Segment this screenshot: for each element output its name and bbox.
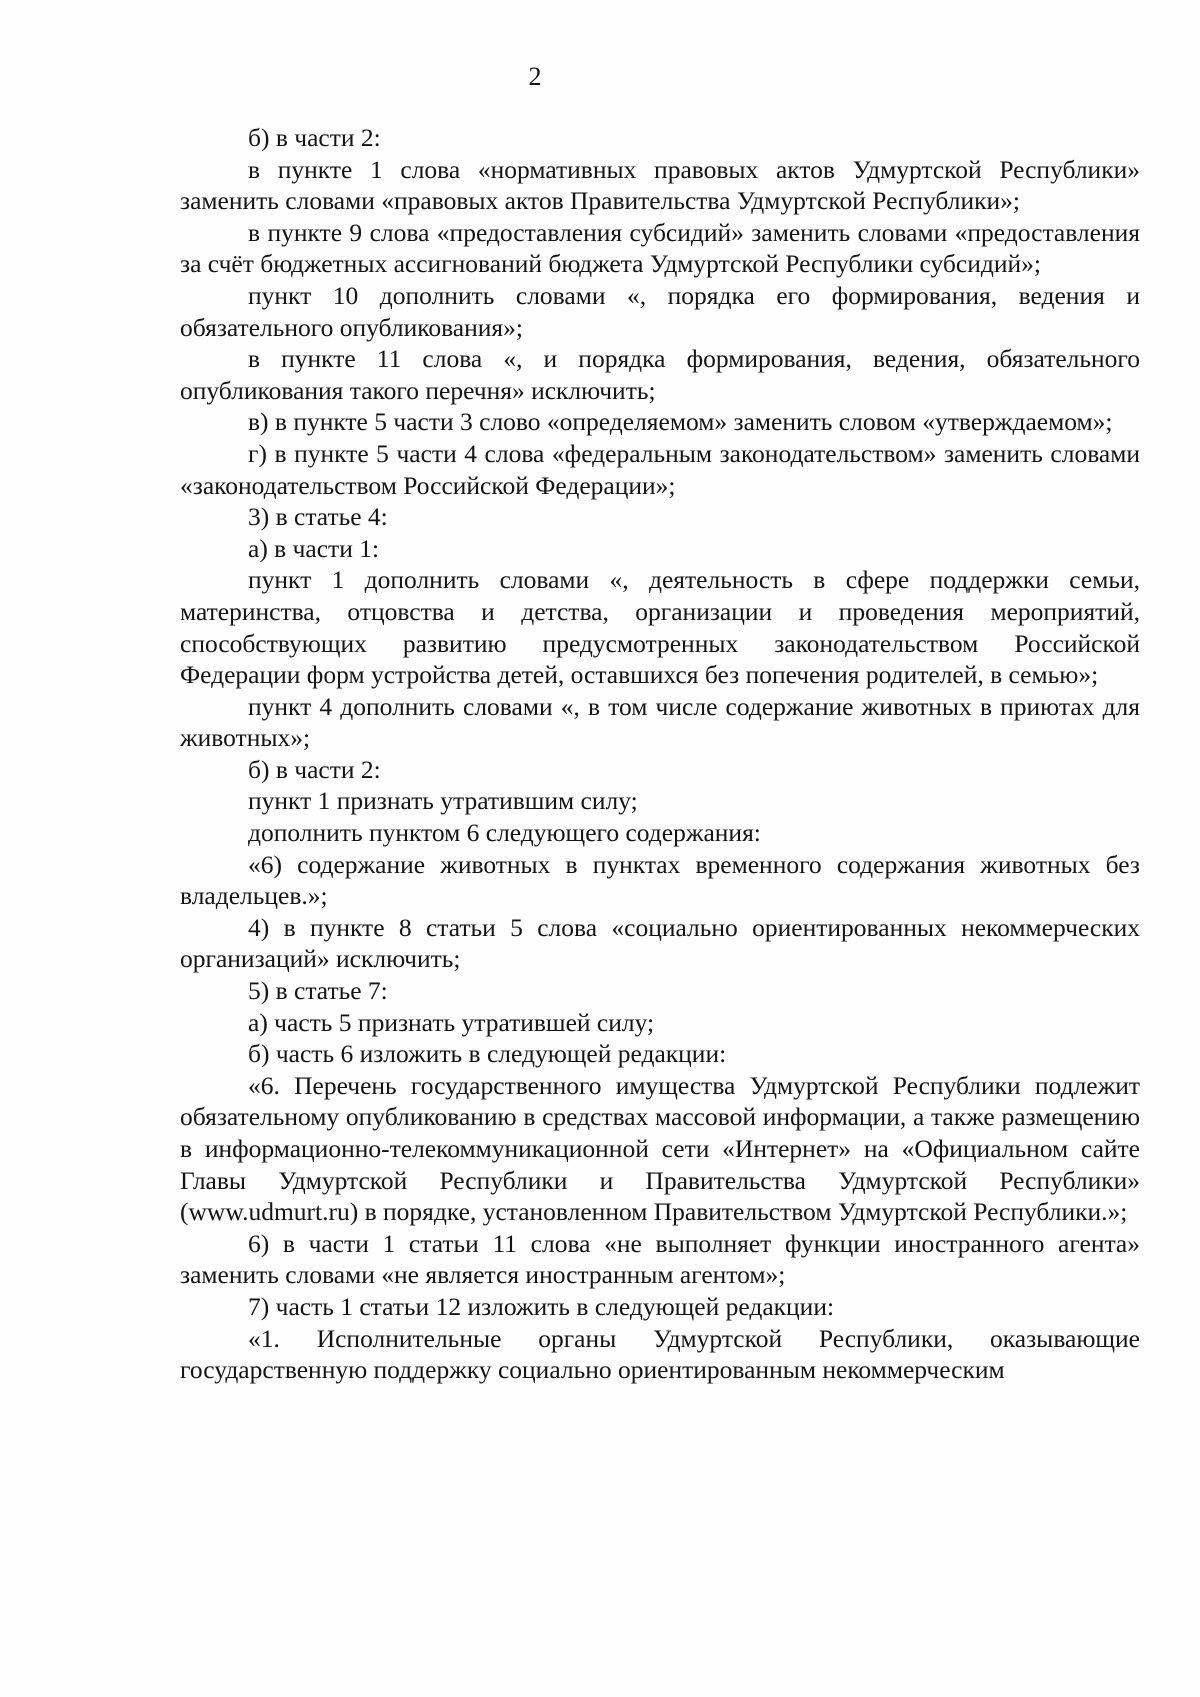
paragraph: а) часть 5 признать утратившей силу; bbox=[248, 1007, 655, 1037]
paragraph: пункт 1 признать утратившим силу; bbox=[248, 786, 638, 816]
paragraph: 7) часть 1 статьи 12 изложить в следующей редакции: bbox=[248, 1291, 835, 1321]
paragraph: 4) в пункте 8 статьи 5 слова «социально ориентированных некоммерческих организаций» исключить; bbox=[180, 912, 1140, 974]
paragraph: б) в части 2: bbox=[248, 754, 381, 784]
document-body bbox=[180, 122, 1140, 1386]
paragraph: б) в части 2: bbox=[248, 123, 381, 152]
paragraph: б) часть 6 изложить в следующей редакции: bbox=[248, 1039, 727, 1069]
paragraph: в) в пункте 5 части 3 слово «определяемом» заменить словом «утверждаемом»; bbox=[248, 407, 1113, 437]
paragraph: а) в части 1: bbox=[248, 533, 380, 563]
paragraph: пункт 4 дополнить словами «, в том числе содержание животных в приютах для животных»; bbox=[180, 691, 1140, 753]
paragraph: «6) содержание животных в пунктах временного содержания животных без владельцев.»; bbox=[180, 849, 1140, 911]
page-number: 2 bbox=[528, 62, 542, 91]
paragraph: 5) в статье 7: bbox=[248, 976, 388, 1006]
paragraph: пункт 1 дополнить словами «, деятельность в сфере поддержки семьи, материнства, отцовства и детства, организации и проведения мероприятий, способствующих развитию предусмотренных законодательством Российской Федерации форм устройства детей, оставшихся без попечения родителей, в семью»; bbox=[180, 565, 1140, 690]
paragraph: «1. Исполнительные органы Удмуртской Республики, оказывающие государственную поддержку социально ориентированным некоммерческим bbox=[180, 1323, 1140, 1385]
paragraph: «6. Перечень государственного имущества Удмуртской Республики подлежит обязательному опубликованию в средствах массовой информации, а также размещению в информационно-телекоммуникационной сети «Интернет» на «Официальном сайте Главы Удмуртской Республики и Правительства Удмуртской Республики» (www.udmurt.ru) в порядке, установленном Правительством Удмуртской Республики.»; bbox=[180, 1070, 1140, 1227]
paragraph: в пункте 1 слова «нормативных правовых актов Удмуртской Республики» заменить словами «правовых актов Правительства Удмуртской Республики»; bbox=[180, 154, 1140, 216]
paragraph: дополнить пунктом 6 следующего содержания: bbox=[248, 818, 761, 848]
paragraph: в пункте 9 слова «предоставления субсидий» заменить словами «предоставления за счёт бюджетных ассигнований бюджета Удмуртской Республики субсидий»; bbox=[180, 217, 1140, 279]
paragraph: г) в пункте 5 части 4 слова «федеральным законодательством» заменить словами «законодательством Российской Федерации»; bbox=[180, 438, 1140, 500]
paragraph: в пункте 11 слова «, и порядка формирования, ведения, обязательного опубликования такого перечня» исключить; bbox=[180, 344, 1140, 405]
paragraph: 3) в статье 4: bbox=[248, 502, 388, 532]
paragraph: 6) в части 1 статьи 11 слова «не выполняет функции иностранного агента» заменить словами «не является иностранным агентом»; bbox=[180, 1228, 1140, 1290]
paragraph: пункт 10 дополнить словами «, порядка его формирования, ведения и обязательного опубликования»; bbox=[180, 280, 1140, 342]
